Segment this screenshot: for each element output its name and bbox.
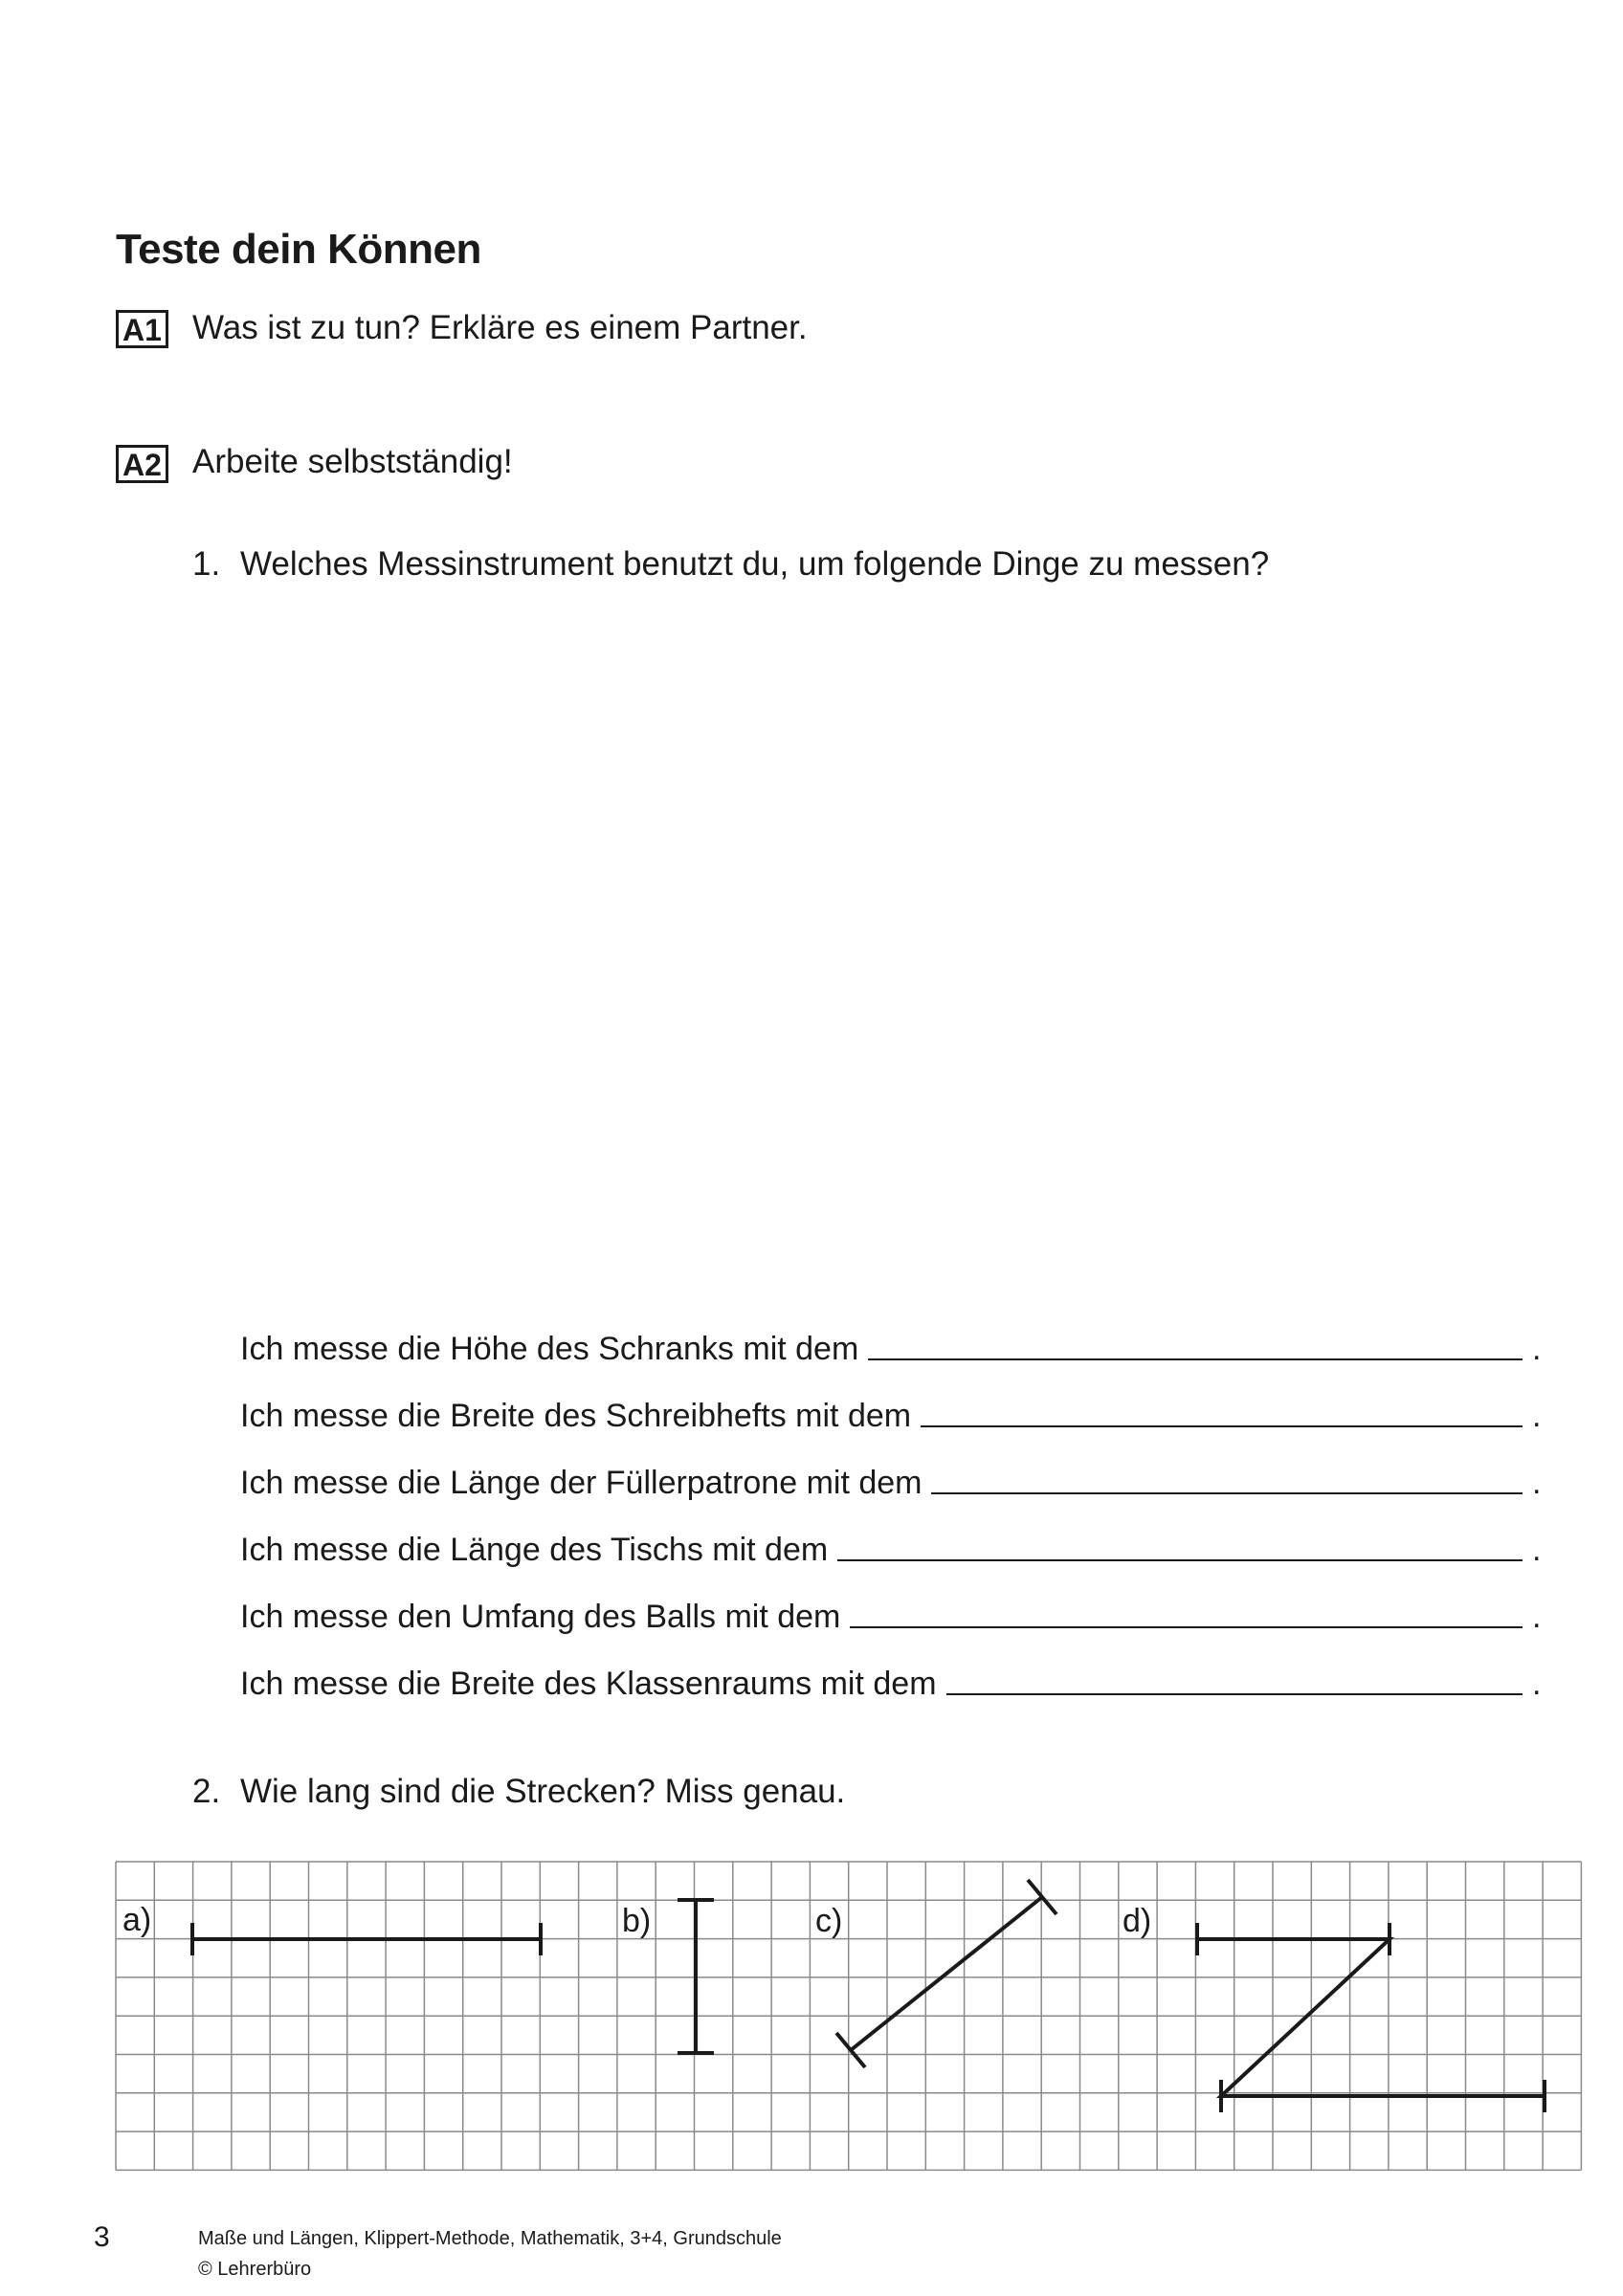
sentence-period: . — [1532, 1465, 1542, 1501]
sentence-text: Ich messe die Breite des Schreibhefts mit dem — [240, 1398, 912, 1434]
answer-blank-line[interactable] — [837, 1559, 1523, 1561]
segment-b — [678, 1900, 714, 2053]
sentence-text: Ich messe die Länge des Tischs mit dem — [240, 1532, 829, 1568]
segment-label-c: c) — [815, 1903, 843, 1939]
page-number: 3 — [94, 2221, 110, 2253]
task-a2-instruction: Arbeite selbstständig! — [192, 443, 513, 480]
segment-label-b: b) — [622, 1903, 652, 1939]
sentence-text: Ich messe die Länge der Füllerpatrone mit dem — [240, 1465, 923, 1501]
answer-sentence-2 — [240, 1393, 1542, 1435]
answer-blank-line[interactable] — [868, 1358, 1523, 1360]
task-badge-a2: A2 — [116, 445, 168, 483]
question-2-number: 2. — [192, 1773, 221, 1810]
sentence-period: . — [1532, 1532, 1542, 1568]
task-a1-instruction: Was ist zu tun? Erkläre es einem Partner. — [192, 309, 808, 346]
footer-copyright: © Lehrerbüro — [198, 2259, 312, 2280]
answer-blank-line[interactable] — [931, 1492, 1523, 1494]
grid-lines — [116, 1862, 1581, 2170]
segment-c — [836, 1880, 1056, 2067]
sentence-text: Ich messe die Breite des Klassenraums mit dem — [240, 1666, 937, 1702]
sentence-period: . — [1532, 1599, 1542, 1635]
sentence-text: Ich messe die Höhe des Schranks mit dem — [240, 1331, 859, 1367]
question-1-number: 1. — [192, 545, 221, 583]
answer-sentence-1 — [240, 1326, 1542, 1368]
question-1-text: Welches Messinstrument benutzt du, um folgende Dinge zu messen? — [240, 545, 1270, 583]
segment-a — [192, 1923, 541, 1955]
footer-reference: Maße und Längen, Klippert-Methode, Mathematik, 3+4, Grundschule — [198, 2228, 782, 2249]
question-2-text: Wie lang sind die Strecken? Miss genau. — [240, 1773, 846, 1810]
sentence-period: . — [1532, 1666, 1542, 1702]
sentence-text: Ich messe den Umfang des Balls mit dem — [240, 1599, 841, 1635]
answer-blank-line[interactable] — [921, 1425, 1523, 1427]
answer-sentence-5 — [240, 1594, 1542, 1636]
answer-sentence-4 — [240, 1527, 1542, 1569]
page-title: Teste dein Können — [116, 226, 481, 273]
answer-sentence-3 — [240, 1460, 1542, 1502]
task-badge-a1: A1 — [116, 310, 168, 348]
segment-label-a: a) — [122, 1902, 152, 1938]
sentence-period: . — [1532, 1398, 1542, 1434]
sentence-period: . — [1532, 1331, 1542, 1367]
answer-blank-line[interactable] — [850, 1626, 1523, 1628]
answer-blank-line[interactable] — [946, 1693, 1523, 1695]
answer-sentence-6 — [240, 1661, 1542, 1703]
segment-label-d: d) — [1123, 1903, 1152, 1939]
segment-d — [1197, 1923, 1545, 2112]
